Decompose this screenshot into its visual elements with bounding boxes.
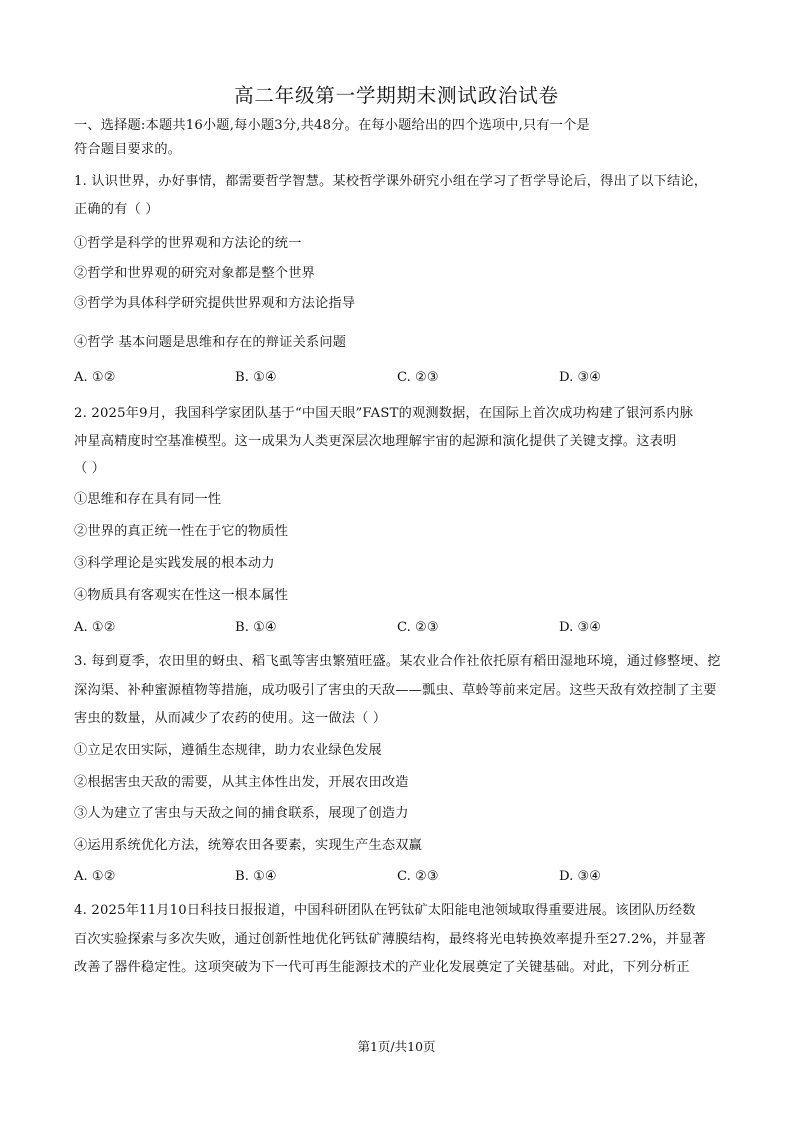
q4-stem-line-2: 百次实验探索与多次失败，通过创新性地优化钙钛矿薄膜结构，最终将光电转换效率提升至27.2%，并显著 [74,932,706,947]
q1-statement-3: ③哲学为具体科学研究提供世界观和方法论指导 [74,296,356,311]
q1-option-b[interactable]: B. ①④ [235,370,277,385]
q1-option-d[interactable]: D. ③④ [559,370,602,385]
q2-statement-1: ①思维和存在具有同一性 [74,492,222,507]
section-header-line-1: 一、选择题:本题共16小题,每小题3分,共48分。在每小题给出的四个选项中,只有一个是 [74,118,590,133]
page-footer: 第1页/共10页 [357,1039,436,1054]
q2-option-a[interactable]: A. ①② [74,620,116,635]
q3-stem-line-2: 深沟渠、补种蜜源植物等措施，成功吸引了害虫的天敌——瓢虫、草蛉等前来定居。这些天敌有效控制了主要 [74,683,717,698]
q2-option-c[interactable]: C. ②③ [397,620,439,635]
q3-statement-3: ③人为建立了害虫与天敌之间的捕食联系，展现了创造力 [74,806,409,821]
q2-stem-line-3: （ ） [74,461,106,476]
q1-stem-line-1: 1. 认识世界，办好事情，都需要哲学智慧。某校哲学课外研究小组在学习了哲学导论后，得出了以下结论， [74,174,708,189]
q3-option-b[interactable]: B. ①④ [235,869,277,884]
page-title: 高二年级第一学期期末测试政治试卷 [234,84,559,107]
q3-option-c[interactable]: C. ②③ [397,869,439,884]
q3-stem-line-3: 害虫的数量，从而减少了农药的使用。这一做法（ ） [74,711,387,726]
q2-option-b[interactable]: B. ①④ [235,620,277,635]
q2-statement-3: ③科学理论是实践发展的根本动力 [74,556,275,571]
q2-stem-line-2: 冲星高精度时空基准模型。这一成果为人类更深层次地理解宇宙的起源和演化提供了关键支撑。这表明 [74,434,677,449]
q3-option-d[interactable]: D. ③④ [559,869,602,884]
q3-statement-2: ②根据害虫天敌的需要，从其主体性出发，开展农田改造 [74,775,409,790]
q1-statement-1: ①哲学是科学的世界观和方法论的统一 [74,236,302,251]
q3-option-a[interactable]: A. ①② [74,869,116,884]
q1-stem-line-2: 正确的有（ ） [74,202,159,217]
q3-statement-1: ①立足农田实际，遵循生态规律，助力农业绿色发展 [74,743,382,758]
q2-option-d[interactable]: D. ③④ [559,620,602,635]
q1-statement-4: ④哲学 基本问题是思维和存在的辩证关系问题 [74,335,347,350]
q1-statement-2: ②哲学和世界观的研究对象都是整个世界 [74,266,315,281]
q4-stem-line-1: 4. 2025年11月10日科技日报报道，中国科研团队在钙钛矿太阳能电池领域取得重要进展。该团队历经数 [74,903,696,918]
q2-statement-2: ②世界的真正统一性在于它的物质性 [74,524,289,539]
q2-statement-4: ④物质具有客观实在性这一根本属性 [74,588,289,603]
q4-stem-line-3: 改善了器件稳定性。这项突破为下一代可再生能源技术的产业化发展奠定了关键基础。对此，下列分析正 [74,960,690,975]
section-header-line-2: 符合题目要求的。 [74,142,182,157]
q1-option-c[interactable]: C. ②③ [397,370,439,385]
q2-stem-line-1: 2. 2025年9月，我国科学家团队基于“中国天眼”FAST的观测数据，在国际上首次成功构建了银河系内脉 [74,406,694,421]
q1-option-a[interactable]: A. ①② [74,370,116,385]
q3-stem-line-1: 3. 每到夏季，农田里的蚜虫、稻飞虱等害虫繁殖旺盛。某农业合作社依托原有稻田湿地环境，通过修整埂、挖 [74,654,721,669]
q3-statement-4: ④运用系统优化方法，统筹农田各要素，实现生产生态双赢 [74,838,423,853]
